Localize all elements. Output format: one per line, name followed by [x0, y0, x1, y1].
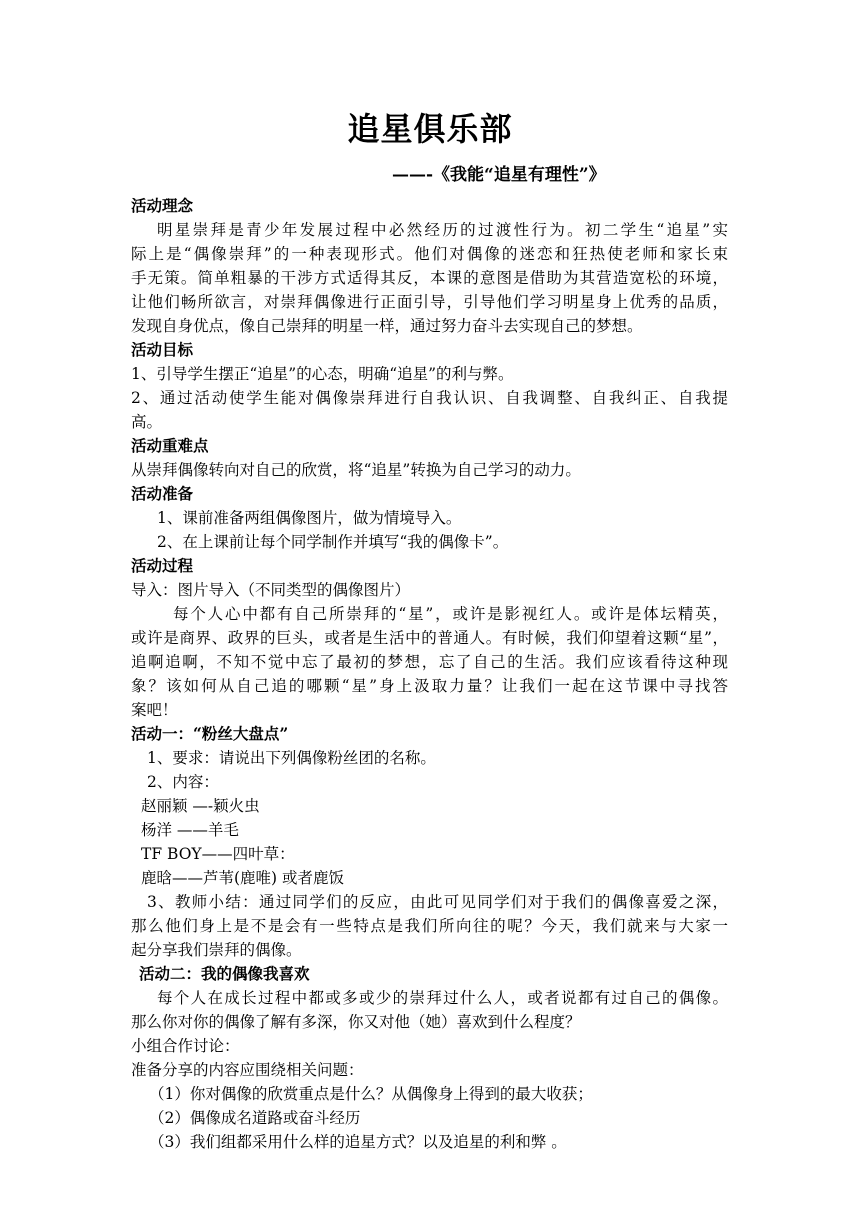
list-item: 3、教师小结：通过同学们的反应，由此可见同学们对于我们的偶像喜爱之深，: [147, 893, 728, 911]
section-heading-preparation: 活动准备: [131, 484, 194, 503]
paragraph-line: 明星崇拜是青少年发展过程中必然经历的过渡性行为。初二学生“追星”实: [157, 221, 728, 239]
paragraph-line: 那么他们身上是不是会有一些特点是我们所向往的呢？今天，我们就来与大家一: [131, 917, 728, 935]
list-item: 1、引导学生摆正“追星”的心态，明确“追星”的利与弊。: [131, 365, 514, 383]
paragraph-line: 际上是“偶像崇拜”的一种表现形式。他们对偶像的迷恋和狂热使老师和家长束: [131, 245, 728, 263]
section-heading-activity-two: 活动二：我的偶像我喜欢: [139, 964, 310, 983]
list-item: 1、要求：请说出下列偶像粉丝团的名称。: [147, 749, 436, 767]
paragraph-line: 起分享我们崇拜的偶像。: [131, 941, 302, 959]
paragraph-line: 让他们畅所欲言，对崇拜偶像进行正面引导，引导他们学习明星身上优秀的品质，: [131, 293, 728, 311]
section-heading-key-points: 活动重难点: [131, 436, 209, 455]
list-item: 杨洋 ——羊毛: [141, 821, 239, 839]
paragraph-line: 从崇拜偶像转向对自己的欣赏，将“追星”转换为自己学习的动力。: [131, 461, 581, 479]
paragraph-line: 象？该如何从自己追的哪颗“星”身上汲取力量？让我们一起在这节课中寻找答: [131, 677, 728, 695]
list-item: （1）你对偶像的欣赏重点是什么？从偶像身上得到的最大收获；: [149, 1085, 593, 1103]
list-item: （3）我们组都采用什么样的追星方式？以及追星的利和弊 。: [149, 1133, 567, 1151]
list-item: 1、课前准备两组偶像图片，做为情境导入。: [157, 509, 462, 527]
paragraph-line: 那么你对你的偶像了解有多深，你又对他（她）喜欢到什么程度？: [131, 1013, 581, 1031]
paragraph-line: 案吧！: [131, 701, 178, 719]
paragraph-line: 高。: [131, 413, 163, 431]
section-heading-activity-one: 活动一：“粉丝大盘点”: [131, 724, 289, 743]
list-item: 赵丽颖 —-颖火虫: [141, 797, 260, 815]
paragraph-line: 小组合作讨论：: [131, 1037, 240, 1055]
list-item: （2）偶像成名道路或奋斗经历: [149, 1109, 361, 1127]
document-subtitle: ——-《我能“追星有理性”》: [392, 165, 606, 185]
list-item: 2、在上课前让每个同学制作并填写“我的偶像卡”。: [157, 533, 509, 551]
paragraph-line: 导入：图片导入（不同类型的偶像图片）: [131, 581, 411, 599]
list-item: 鹿晗——芦苇(鹿唯) 或者鹿饭: [141, 869, 345, 887]
paragraph-line: 每个人在成长过程中都或多或少的崇拜过什么人，或者说都有过自己的偶像。: [157, 989, 728, 1007]
list-item: 2、通过活动使学生能对偶像崇拜进行自我认识、自我调整、自我纠正、自我提: [131, 389, 728, 407]
paragraph-line: 追啊追啊，不知不觉中忘了最初的梦想，忘了自己的生活。我们应该看待这种现: [131, 653, 728, 671]
paragraph-line: 每个人心中都有自己所崇拜的“星”，或许是影视红人。或许是体坛精英，: [173, 605, 728, 623]
document-title: 追星俱乐部: [347, 110, 513, 148]
paragraph-line: 手无策。简单粗暴的干涉方式适得其反，本课的意图是借助为其营造宽松的环境，: [131, 269, 728, 287]
section-heading-process: 活动过程: [131, 556, 194, 575]
section-heading-goals: 活动目标: [131, 340, 194, 359]
list-item: TF BOY——四叶草：: [141, 845, 295, 863]
section-heading-concept: 活动理念: [131, 196, 194, 215]
paragraph-line: 准备分享的内容应围绕相关问题：: [131, 1061, 364, 1079]
paragraph-line: 发现自身优点，像自己崇拜的明星一样，通过努力奋斗去实现自己的梦想。: [131, 317, 643, 335]
list-item: 2、内容：: [147, 773, 219, 791]
paragraph-line: 或许是商界、政界的巨头，或者是生活中的普通人。有时候，我们仰望着这颗“星”，: [131, 629, 728, 647]
